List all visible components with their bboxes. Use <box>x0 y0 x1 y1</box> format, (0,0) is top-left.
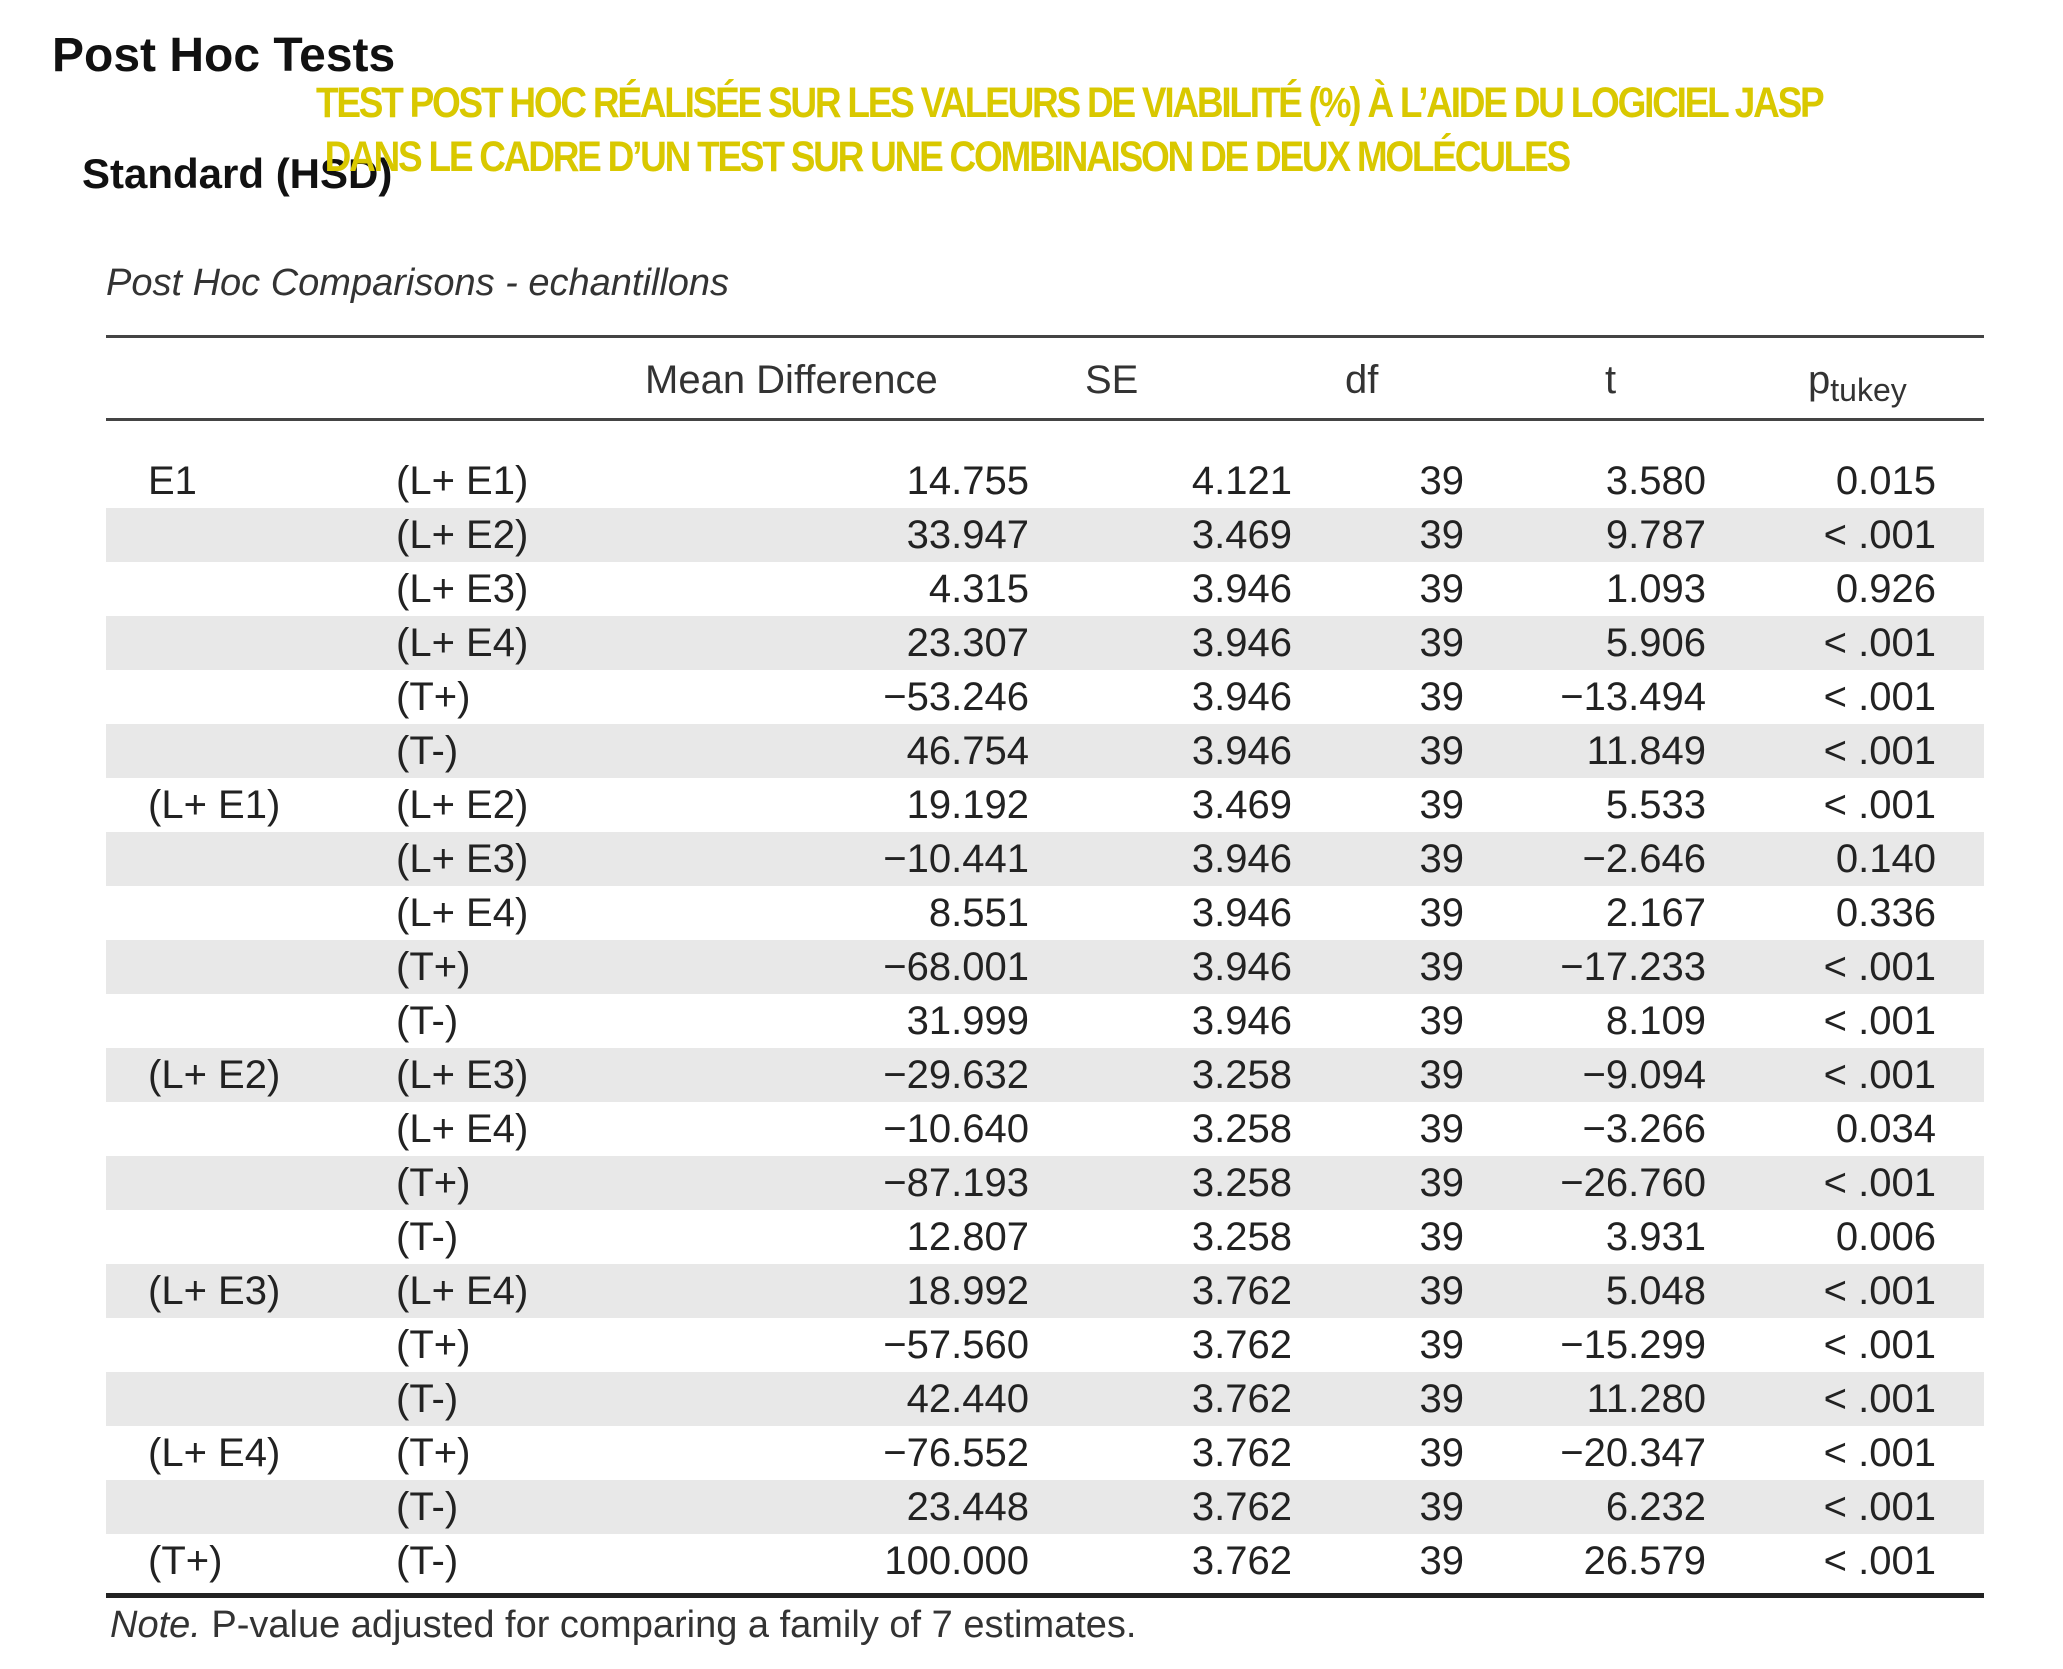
section-title: Post Hoc Tests <box>52 29 396 82</box>
df-cell: 39 <box>1419 999 1464 1043</box>
group-cell: (L+ E4) <box>148 1431 281 1475</box>
table-body <box>106 454 1984 1588</box>
table-header-rule <box>106 418 1984 421</box>
table-row <box>106 454 1984 508</box>
se-cell: 4.121 <box>1191 459 1292 503</box>
comparison-cell: (L+ E3) <box>396 1053 529 1097</box>
df-cell: 39 <box>1419 1269 1464 1313</box>
p-tukey-cell: < .001 <box>1823 1269 1936 1313</box>
se-cell: 3.946 <box>1191 891 1292 935</box>
p-tukey-cell: < .001 <box>1823 675 1936 719</box>
table-caption: Post Hoc Comparisons - echantillons <box>106 262 730 304</box>
df-cell: 39 <box>1419 567 1464 611</box>
df-cell: 39 <box>1419 783 1464 827</box>
p-tukey-cell: < .001 <box>1823 1377 1936 1421</box>
table-top-rule <box>106 335 1984 338</box>
table-row <box>106 1480 1984 1534</box>
t-cell: 6.232 <box>1605 1485 1706 1529</box>
se-cell: 3.762 <box>1191 1539 1292 1583</box>
se-cell: 3.762 <box>1191 1269 1292 1313</box>
table-row <box>106 1048 1984 1102</box>
header-p-tukey <box>1808 358 1907 409</box>
se-cell: 3.258 <box>1191 1161 1292 1205</box>
table-row <box>106 508 1984 562</box>
table-row <box>106 940 1984 994</box>
p-tukey-cell: 0.006 <box>1835 1215 1936 1259</box>
t-cell: 3.580 <box>1605 459 1706 503</box>
comparison-cell: (T-) <box>396 729 459 773</box>
comparison-cell: (T-) <box>396 1377 459 1421</box>
se-cell: 3.258 <box>1191 1053 1292 1097</box>
se-cell: 3.946 <box>1191 945 1292 989</box>
mean-difference-cell: 4.315 <box>928 567 1029 611</box>
df-cell: 39 <box>1419 1323 1464 1367</box>
t-cell: 5.533 <box>1605 783 1706 827</box>
se-cell: 3.946 <box>1191 729 1292 773</box>
se-cell: 3.762 <box>1191 1431 1292 1475</box>
se-cell: 3.946 <box>1191 621 1292 665</box>
comparison-cell: (T+) <box>396 675 471 719</box>
table-row <box>106 778 1984 832</box>
df-cell: 39 <box>1419 1539 1464 1583</box>
se-cell: 3.469 <box>1191 783 1292 827</box>
df-cell: 39 <box>1419 1053 1464 1097</box>
df-cell: 39 <box>1419 1215 1464 1259</box>
p-tukey-cell: < .001 <box>1823 1485 1936 1529</box>
p-tukey-cell: 0.140 <box>1835 837 1936 881</box>
header-p-subscript: tukey <box>1830 372 1907 408</box>
t-cell: −17.233 <box>1560 945 1706 989</box>
mean-difference-cell: 8.551 <box>928 891 1029 935</box>
table-row <box>106 562 1984 616</box>
p-tukey-cell: < .001 <box>1823 621 1936 665</box>
se-cell: 3.946 <box>1191 999 1292 1043</box>
mean-difference-cell: 31.999 <box>906 999 1029 1043</box>
table-row <box>106 1264 1984 1318</box>
comparison-cell: (L+ E3) <box>396 567 529 611</box>
df-cell: 39 <box>1419 621 1464 665</box>
t-cell: 5.906 <box>1605 621 1706 665</box>
se-cell: 3.469 <box>1191 513 1292 557</box>
se-cell: 3.258 <box>1191 1215 1292 1259</box>
se-cell: 3.762 <box>1191 1485 1292 1529</box>
mean-difference-cell: −68.001 <box>883 945 1029 989</box>
comparison-cell: (T+) <box>396 1323 471 1367</box>
t-cell: 26.579 <box>1583 1539 1706 1583</box>
p-tukey-cell: < .001 <box>1823 1431 1936 1475</box>
table-row <box>106 724 1984 778</box>
table-row <box>106 1210 1984 1264</box>
df-cell: 39 <box>1419 1485 1464 1529</box>
df-cell: 39 <box>1419 891 1464 935</box>
t-cell: 9.787 <box>1605 513 1706 557</box>
comparison-cell: (L+ E2) <box>396 783 529 827</box>
mean-difference-cell: 12.807 <box>906 1215 1029 1259</box>
t-cell: −20.347 <box>1560 1431 1706 1475</box>
group-cell: (T+) <box>148 1539 223 1583</box>
table-row <box>106 1534 1984 1588</box>
mean-difference-cell: 100.000 <box>884 1539 1029 1583</box>
group-cell: E1 <box>148 459 197 503</box>
se-cell: 3.258 <box>1191 1107 1292 1151</box>
t-cell: 11.280 <box>1586 1377 1706 1421</box>
t-cell: −15.299 <box>1560 1323 1706 1367</box>
p-tukey-cell: 0.015 <box>1835 459 1936 503</box>
table-row <box>106 1102 1984 1156</box>
table-row <box>106 886 1984 940</box>
mean-difference-cell: −10.640 <box>883 1107 1029 1151</box>
df-cell: 39 <box>1419 675 1464 719</box>
df-cell: 39 <box>1419 1107 1464 1151</box>
group-cell: (L+ E1) <box>148 783 281 827</box>
mean-difference-cell: −29.632 <box>883 1053 1029 1097</box>
se-cell: 3.946 <box>1191 837 1292 881</box>
t-cell: −2.646 <box>1582 837 1706 881</box>
table-row <box>106 1156 1984 1210</box>
mean-difference-cell: 14.755 <box>906 459 1029 503</box>
t-cell: −13.494 <box>1560 675 1706 719</box>
mean-difference-cell: 19.192 <box>906 783 1029 827</box>
comparison-cell: (L+ E4) <box>396 1107 529 1151</box>
table-row <box>106 1426 1984 1480</box>
comparison-cell: (T-) <box>396 1215 459 1259</box>
comparison-cell: (T-) <box>396 1539 459 1583</box>
mean-difference-cell: −53.246 <box>883 675 1029 719</box>
mean-difference-cell: −10.441 <box>883 837 1029 881</box>
p-tukey-cell: < .001 <box>1823 999 1936 1043</box>
comparison-cell: (T+) <box>396 1161 471 1205</box>
group-cell: (L+ E3) <box>148 1269 281 1313</box>
t-cell: −9.094 <box>1582 1053 1706 1097</box>
note-label: Note. <box>110 1604 201 1646</box>
table-note <box>110 1604 1137 1647</box>
df-cell: 39 <box>1419 1377 1464 1421</box>
mean-difference-cell: 23.307 <box>906 621 1029 665</box>
t-cell: 11.849 <box>1586 729 1706 773</box>
df-cell: 39 <box>1419 729 1464 773</box>
overlay-caption <box>316 76 1823 184</box>
mean-difference-cell: −76.552 <box>883 1431 1029 1475</box>
t-cell: 5.048 <box>1605 1269 1706 1313</box>
table-row <box>106 1372 1984 1426</box>
note-text: P-value adjusted for comparing a family of 7 estimates. <box>200 1604 1137 1646</box>
p-tukey-cell: < .001 <box>1823 729 1936 773</box>
comparison-cell: (L+ E4) <box>396 621 529 665</box>
df-cell: 39 <box>1419 459 1464 503</box>
p-tukey-cell: < .001 <box>1823 1053 1936 1097</box>
mean-difference-cell: 18.992 <box>906 1269 1029 1313</box>
p-tukey-cell: 0.336 <box>1835 891 1936 935</box>
df-cell: 39 <box>1419 513 1464 557</box>
mean-difference-cell: −57.560 <box>883 1323 1029 1367</box>
p-tukey-cell: < .001 <box>1823 1161 1936 1205</box>
comparison-cell: (L+ E3) <box>396 837 529 881</box>
t-cell: 8.109 <box>1605 999 1706 1043</box>
p-tukey-cell: 0.926 <box>1835 567 1936 611</box>
overlay-caption-line-1: TEST POST HOC RÉALISÉE SUR LES VALEURS DE VIABILITÉ (%) À L’AIDE DU LOGICIEL JASP <box>316 79 1823 127</box>
header-mean-difference: Mean Difference <box>645 358 938 402</box>
table-row <box>106 616 1984 670</box>
t-cell: 2.167 <box>1605 891 1706 935</box>
comparison-cell: (L+ E1) <box>396 459 529 503</box>
comparison-cell: (T-) <box>396 999 459 1043</box>
header-p-main: p <box>1808 358 1831 402</box>
t-cell: −3.266 <box>1582 1107 1706 1151</box>
se-cell: 3.946 <box>1191 675 1292 719</box>
t-cell: 1.093 <box>1605 567 1706 611</box>
header-se: SE <box>1085 358 1139 402</box>
comparison-cell: (T-) <box>396 1485 459 1529</box>
p-tukey-cell: < .001 <box>1823 513 1936 557</box>
comparison-cell: (T+) <box>396 1431 471 1475</box>
p-tukey-cell: < .001 <box>1823 1539 1936 1583</box>
df-cell: 39 <box>1419 945 1464 989</box>
df-cell: 39 <box>1419 1431 1464 1475</box>
mean-difference-cell: 42.440 <box>906 1377 1029 1421</box>
table-row <box>106 1318 1984 1372</box>
mean-difference-cell: −87.193 <box>883 1161 1029 1205</box>
se-cell: 3.946 <box>1191 567 1292 611</box>
se-cell: 3.762 <box>1191 1323 1292 1367</box>
p-tukey-cell: < .001 <box>1823 945 1936 989</box>
overlay-caption-line-2: DANS LE CADRE D’UN TEST SUR UNE COMBINAISON DE DEUX MOLÉCULES <box>324 133 1569 181</box>
p-tukey-cell: < .001 <box>1823 1323 1936 1367</box>
p-tukey-cell: < .001 <box>1823 783 1936 827</box>
table-row <box>106 670 1984 724</box>
comparison-cell: (L+ E4) <box>396 1269 529 1313</box>
mean-difference-cell: 33.947 <box>906 513 1029 557</box>
table-row <box>106 832 1984 886</box>
header-df: df <box>1345 358 1379 402</box>
mean-difference-cell: 23.448 <box>906 1485 1029 1529</box>
p-tukey-cell: 0.034 <box>1835 1107 1936 1151</box>
df-cell: 39 <box>1419 1161 1464 1205</box>
t-cell: 3.931 <box>1605 1215 1706 1259</box>
table-bottom-rule <box>106 1593 1984 1598</box>
comparison-cell: (L+ E4) <box>396 891 529 935</box>
group-cell: (L+ E2) <box>148 1053 281 1097</box>
df-cell: 39 <box>1419 837 1464 881</box>
table-row <box>106 994 1984 1048</box>
comparison-cell: (T+) <box>396 945 471 989</box>
sub-title: Standard (HSD) <box>82 150 393 197</box>
mean-difference-cell: 46.754 <box>906 729 1029 773</box>
header-t: t <box>1605 358 1617 402</box>
se-cell: 3.762 <box>1191 1377 1292 1421</box>
comparison-cell: (L+ E2) <box>396 513 529 557</box>
t-cell: −26.760 <box>1560 1161 1706 1205</box>
